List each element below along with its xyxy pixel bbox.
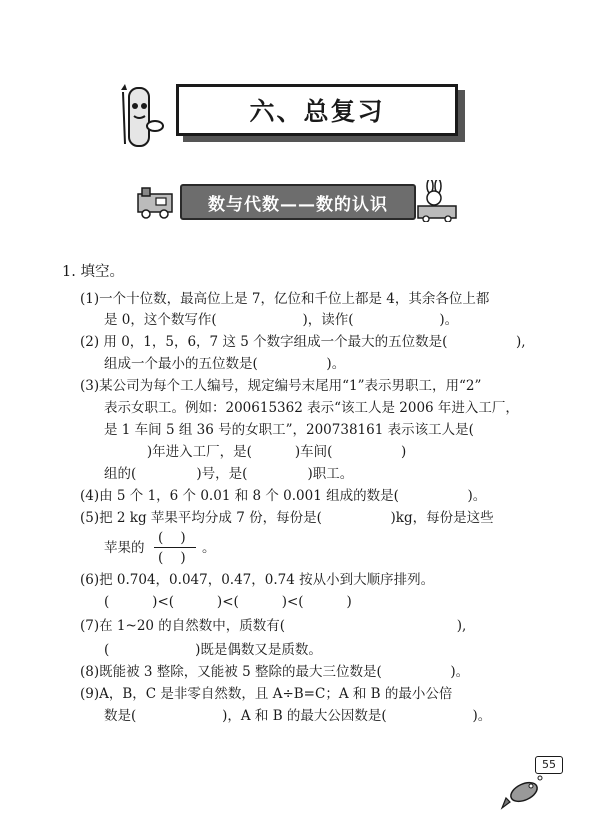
chapter-title-box [176,84,458,136]
fraction-period: 。 [202,540,216,556]
fraction-denominator: ( ) [158,550,186,566]
bunny-icon [414,180,462,222]
q3-line-1: (3)某公司为每个工人编号，规定编号末尾用“1”表示男职工，用“2” [80,378,482,394]
q9-line-1: (9)A，B，C 是非零自然数，且 A÷B=C；A 和 B 的最小公倍 [80,686,453,702]
q7-line-2: ( )既是偶数又是质数。 [104,642,322,658]
q2-line-2: 组成一个最小的五位数是( )。 [104,356,346,372]
exercise-heading: 1. 填空。 [62,264,124,280]
q8-line: (8)既能被 3 整除，又能被 5 整除的最大三位数是( )。 [80,664,470,680]
q3-line-4: )年进入工厂，是( )车间( ) [104,444,407,460]
q7-line-1: (7)在 1~20 的自然数中，质数有( ), [80,618,467,634]
q6-line-2: ( )<( )<( )<( ) [104,594,352,610]
q9-line-2: 数是( )，A 和 B 的最大公因数是( )。 [104,708,492,724]
q3-line-3: 是 1 车间 5 组 36 号的女职工”，200738161 表示该工人是( [104,422,474,438]
fraction-bar [154,547,196,548]
fraction-numerator: ( ) [158,530,186,546]
q1-line-2: 是 0，这个数写作( )，读作( )。 [104,312,459,328]
train-icon [130,184,180,220]
q2-line-1: (2) 用 0，1，5，6，7 这 5 个数字组成一个最大的五位数是( ), [80,334,526,350]
q4-line: (4)由 5 个 1，6 个 0.01 和 8 个 0.001 组成的数是( )。 [80,488,487,504]
q1-line-1: (1)一个十位数，最高位上是 7，亿位和千位上都是 4，其余各位上都 [80,291,490,307]
fish-icon [500,772,548,812]
q5-line-1: (5)把 2 kg 苹果平均分成 7 份，每份是( )kg，每份是这些 [80,510,494,526]
q3-line-5: 组的( )号，是( )职工。 [104,466,354,482]
section-banner [130,180,462,222]
section-title: 数与代数——数的认识 [208,194,388,215]
section-title-box [180,184,416,220]
page-number: 55 [535,756,563,774]
pencil-mascot-icon [115,82,175,152]
q5-line-2: 苹果的 [104,540,145,556]
q6-line-1: (6)把 0.704，0.047，0.47，0.74 按从小到大顺序排列。 [80,572,435,588]
q3-line-2: 表示女职工。例如：200615362 表示“该工人是 2006 年进入工厂， [104,400,519,416]
chapter-title: 六、总复习 [249,97,385,126]
fraction-blank [150,530,200,566]
